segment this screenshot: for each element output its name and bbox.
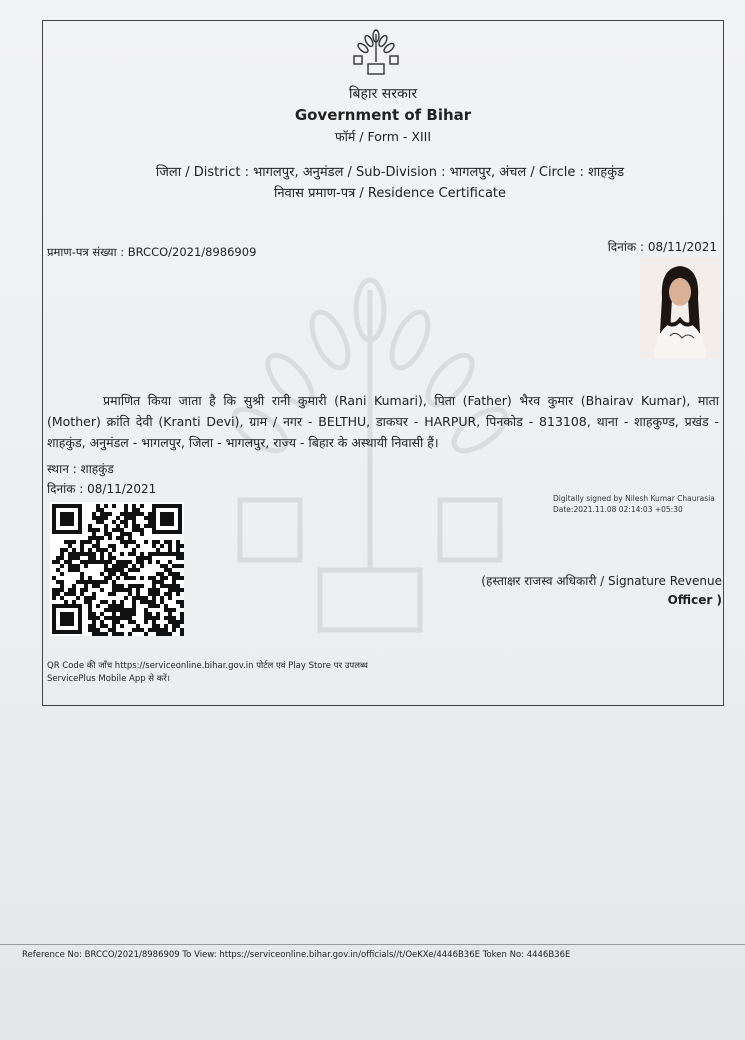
issue-place: स्थान : शाहकुंड	[47, 462, 114, 476]
signature-label-line1: (हस्ताक्षर राजस्व अधिकारी / Signature Revenue	[481, 574, 722, 588]
location-line: जिला / District : भागलपुर, अनुमंडल / Sub-Division : भागलपुर, अंचल / Circle : शाहकुंड	[155, 165, 625, 180]
certificate-date: दिनांक : 08/11/2021	[607, 240, 717, 254]
certificate-title: निवास प्रमाण-पत्र / Residence Certificate	[273, 186, 507, 201]
footer-divider	[0, 944, 745, 945]
issue-date: दिनांक : 08/11/2021	[47, 482, 157, 496]
govt-hindi-title: बिहार सरकार	[348, 86, 418, 102]
qr-note-line1: QR Code की जाँच https://serviceonline.bihar.gov.in पोर्टल एवं Play Store पर उपलब्ध	[47, 661, 368, 671]
qr-code[interactable]	[50, 502, 184, 636]
bodhi-tree-watermark	[220, 270, 520, 690]
qr-verification-note	[47, 660, 368, 686]
digital-signature-info	[553, 493, 715, 515]
govt-english-title: Government of Bihar	[294, 106, 472, 124]
certificate-body	[47, 390, 719, 453]
certificate-number: प्रमाण-पत्र संख्या : BRCCO/2021/8986909	[47, 245, 257, 259]
footer-reference: Reference No: BRCCO/2021/8986909 To View: https://serviceonline.bihar.gov.in/officials//t/OeKXe/4446B36E Token No: 4446B36E	[22, 950, 571, 960]
signature-block	[440, 572, 722, 610]
certificate-body-text: प्रमाणित किया जाता है कि सुश्री रानी कुमारी (Rani Kumari), पिता (Father) भैरव कुमार (Bhairav Kumar), माता (Mother) क्रांति देवी (Kranti Devi), ग्राम / नगर - BELTHU, डाकघर - HARPUR, पिनकोड - 813108, थाना - शाहकुण्ड, प्रखंड - शाहकुंड, अनुमंडल - भागलपुर, जिला - भागलपुर, राज्य - बिहार के अस्थायी निवासी हैं।	[47, 393, 719, 450]
applicant-photo	[640, 258, 720, 358]
digital-signature-date: Date:2021.11.08 02:14:03 +05:30	[553, 505, 683, 514]
digital-signature-signer: Digitally signed by Nilesh Kumar Chaurasia	[553, 494, 715, 503]
bihar-emblem-icon	[350, 26, 402, 78]
qr-note-line2: ServicePlus Mobile App से करें।	[47, 674, 170, 684]
form-number: फॉर्म / Form - XIII	[334, 129, 432, 144]
signature-label-line2: Officer )	[667, 593, 722, 607]
